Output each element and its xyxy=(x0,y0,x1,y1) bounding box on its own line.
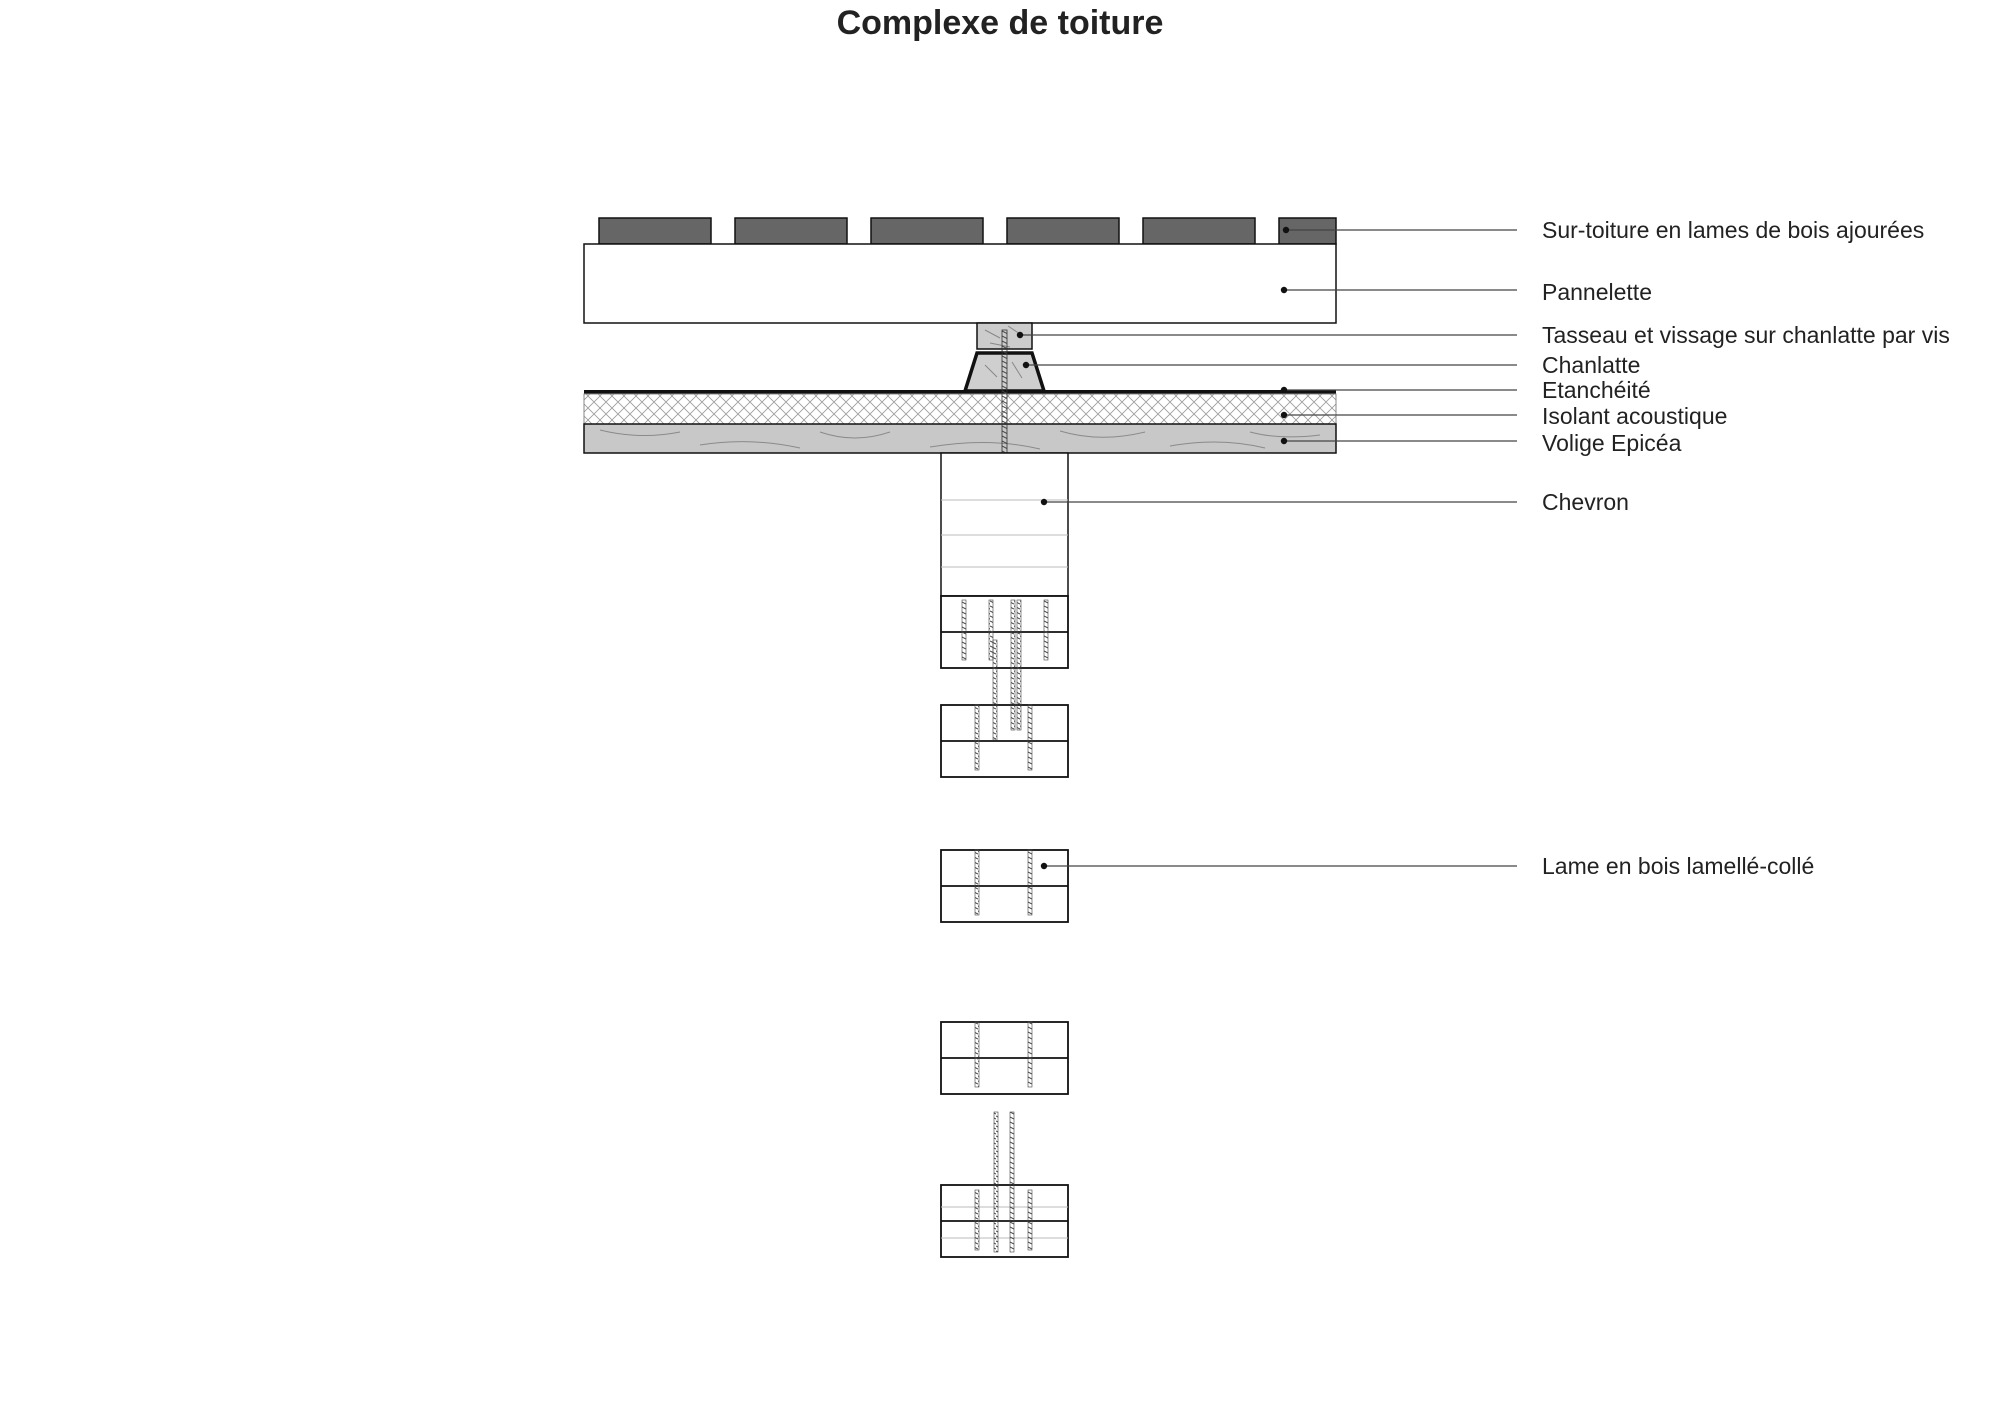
chevron xyxy=(941,453,1068,596)
slat xyxy=(735,218,847,244)
lamelle-block xyxy=(941,1022,1068,1094)
volige-epicea-layer xyxy=(584,424,1336,453)
lamelle-block xyxy=(941,850,1068,922)
isolant-acoustique-layer xyxy=(584,394,1336,424)
label-etancheite: Etanchéité xyxy=(1542,377,1651,403)
label-isolant: Isolant acoustique xyxy=(1542,403,1728,429)
lamelle-block xyxy=(941,1185,1068,1257)
label-sur-toiture: Sur-toiture en lames de bois ajourées xyxy=(1542,217,1925,243)
label-lame: Lame en bois lamellé-collé xyxy=(1542,853,1815,879)
label-pannelette: Pannelette xyxy=(1542,279,1652,305)
label-chanlatte: Chanlatte xyxy=(1542,352,1641,378)
label-chevron: Chevron xyxy=(1542,489,1629,515)
sur-toiture-slats xyxy=(599,218,1336,244)
diagram-title: Complexe de toiture xyxy=(836,4,1164,42)
slat xyxy=(1007,218,1119,244)
slat xyxy=(1143,218,1255,244)
label-tasseau: Tasseau et vissage sur chanlatte par vis xyxy=(1542,322,1950,348)
lamelle-screws xyxy=(962,600,1048,1252)
pannelette-layer xyxy=(584,244,1336,323)
lamelle-colle-blocks xyxy=(941,596,1068,1257)
slat xyxy=(871,218,983,244)
slat xyxy=(599,218,711,244)
layer-labels xyxy=(1542,217,1950,879)
lamelle-block xyxy=(941,596,1068,668)
leader-lines xyxy=(1020,230,1517,866)
lamelle-block xyxy=(941,705,1068,777)
label-volige: Volige Epicéa xyxy=(1542,430,1682,456)
